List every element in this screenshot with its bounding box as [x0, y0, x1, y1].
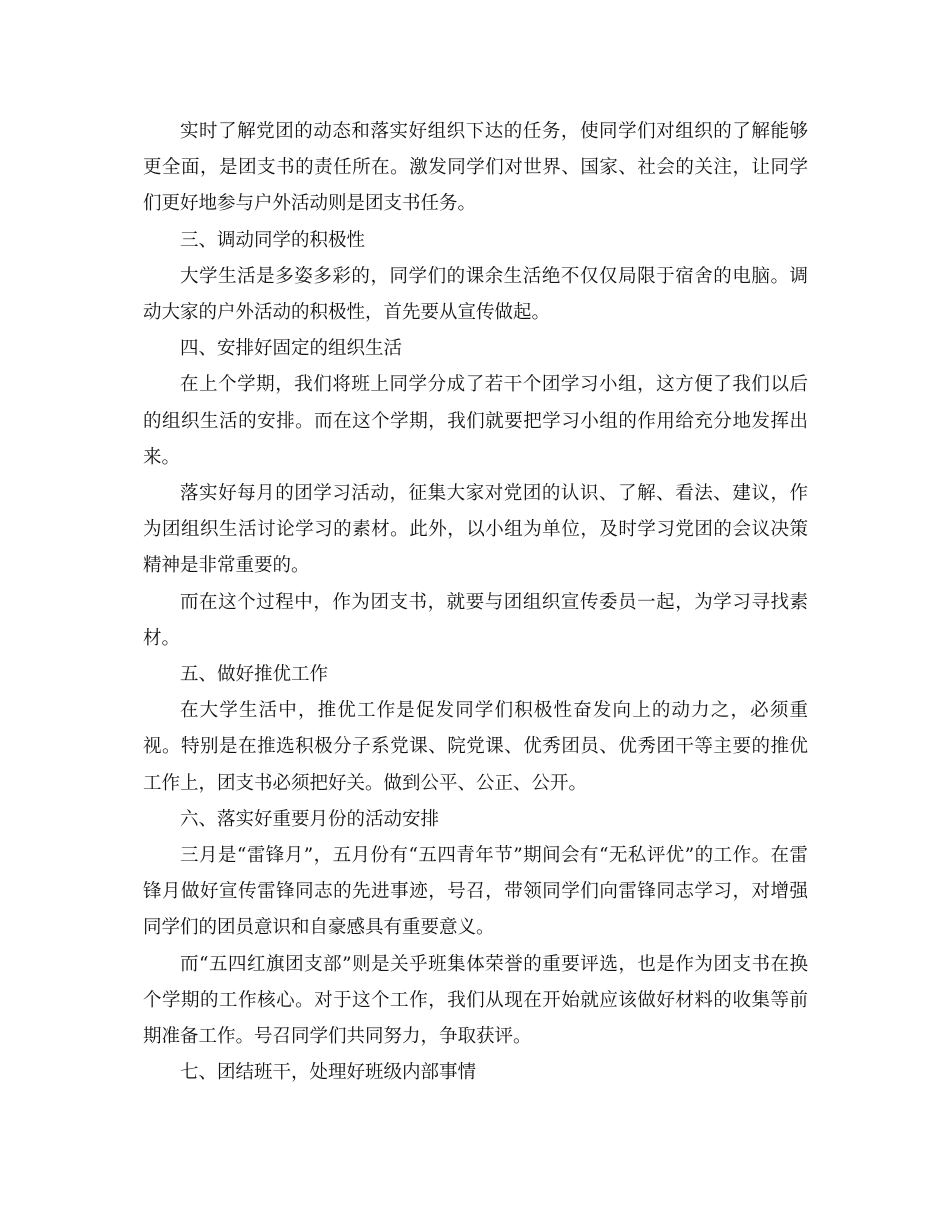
paragraph-section-6-a: 三月是“雷锋月”，五月份有“五四青年节”期间会有“无私评优”的工作。在雷锋月做好宣传雷锋同志的先进事迹，号召，带领同学们向雷锋同志学习，对增强同学们的团员意识和自豪感具有重要意义。 — [143, 845, 808, 939]
heading-section-7: 七、团结班干，处理好班级内部事情 — [180, 1062, 477, 1084]
heading-section-5: 五、做好推优工作 — [180, 664, 329, 686]
heading-section-4: 四、安排好固定的组织生活 — [180, 338, 403, 360]
paragraph-duty-summary: 实时了解党团的动态和落实好组织下达的任务，使同学们对组织的了解能够更全面，是团支书的责任所在。激发同学们对世界、国家、社会的关注，让同学们更好地参与户外活动则是团支书任务。 — [143, 121, 808, 215]
document-body — [143, 114, 808, 1091]
heading-section-3: 三、调动同学的积极性 — [180, 229, 366, 251]
paragraph-section-5: 在大学生活中，推优工作是促发同学们积极性奋发向上的动力之，必须重视。特别是在推选积极分子系党课、院党课、优秀团员、优秀团干等主要的推优工作上，团支书必须把好关。做到公平、公正、公开。 — [143, 700, 808, 794]
paragraph-section-3: 大学生活是多姿多彩的，同学们的课余生活绝不仅仅局限于宿舍的电脑。调动大家的户外活动的积极性，首先要从宣传做起。 — [143, 265, 808, 324]
heading-section-6: 六、落实好重要月份的活动安排 — [180, 808, 440, 830]
paragraph-section-4-c: 而在这个过程中，作为团支书，就要与团组织宣传委员一起，为学习寻找素材。 — [143, 591, 808, 649]
paragraph-section-4-b: 落实好每月的团学习活动，征集大家对党团的认识、了解、看法、建议，作为团组织生活讨论学习的素材。此外，以小组为单位，及时学习党团的会议决策精神是非常重要的。 — [143, 483, 808, 577]
paragraph-section-4-a: 在上个学期，我们将班上同学分成了若干个团学习小组，这方便了我们以后的组织生活的安排。而在这个学期，我们就要把学习小组的作用给充分地发挥出来。 — [143, 374, 808, 468]
paragraph-section-6-b: 而“五四红旗团支部”则是关乎班集体荣誉的重要评选，也是作为团支书在换个学期的工作核心。对于这个工作，我们从现在开始就应该做好材料的收集等前期准备工作。号召同学们共同努力，争取获评。 — [143, 953, 808, 1048]
